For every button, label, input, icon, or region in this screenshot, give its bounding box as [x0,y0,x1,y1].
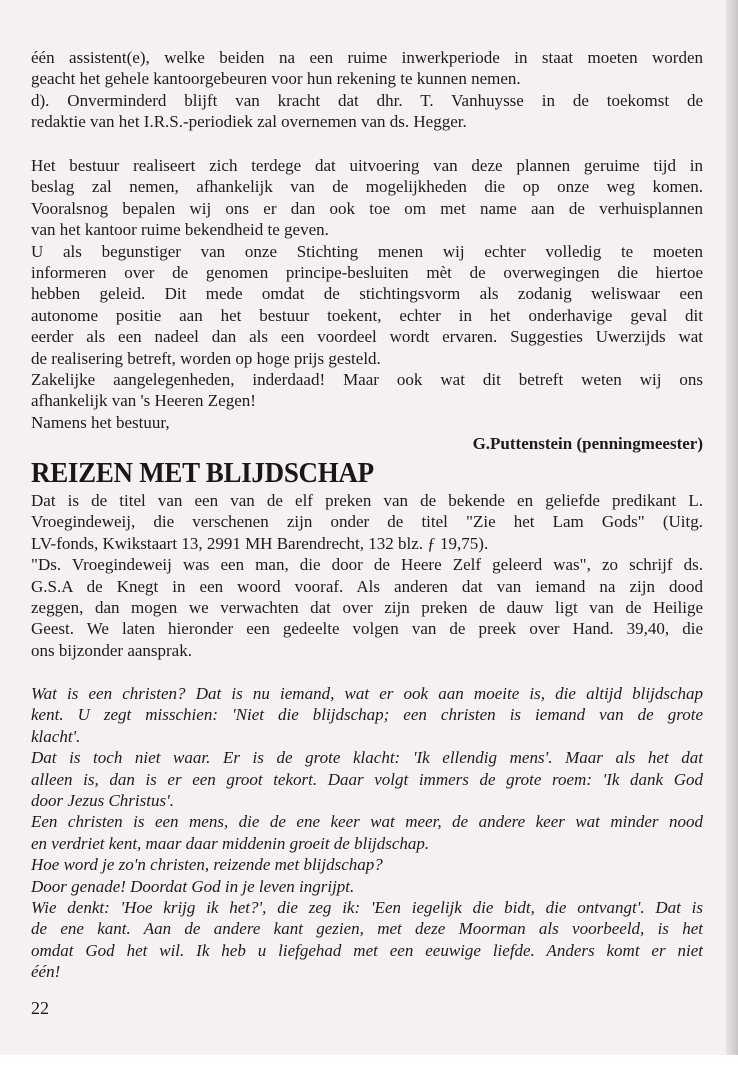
top-paragraph [31,47,703,133]
text-line: U als begunstiger van onze Stichting menen wij echter volledig te moeten [31,241,703,261]
text-line: geacht het gehele kantoorgebeuren voor hun rekening te kunnen nemen. [31,69,521,89]
text-line: één assistent(e), welke beiden na een ruime inwerkperiode in staat moeten worden [31,48,703,67]
text-line: zeggen, dan mogen we verwachten dat over zijn preken de dauw ligt van de Heilige [31,597,703,617]
text-line: Namens het bestuur, [31,412,170,432]
text-line: Geest. We laten hieronder een gedeelte volgen van de preek over Hand. 39,40, die [31,619,703,639]
text-line: Dat is de titel van een van de elf preken van de bekende en geliefde predikant L. [31,491,703,510]
text-line: eerder als een nadeel dan als een voordeel wordt ervaren. Suggesties Uwerzijds wat [31,327,703,347]
article-title: REIZEN MET BLIJDSCHAP [31,457,374,489]
text-line: informeren over de genomen principe-besluiten mèt de overwegingen die hiertoe [31,262,703,282]
text-line: "Ds. Vroegindeweij was een man, die door de Heere Zelf geleerd was", zo schrijf ds. [31,555,703,575]
text-line: Zakelijke aangelegenheden, inderdaad! Maar ook wat dit betreft weten wij ons [31,369,703,389]
text-line: hebben geleid. Dit mede omdat de stichtingsvorm als zodanig weliswaar een [31,284,703,304]
text-line: afhankelijk van 's Heeren Zegen! [31,391,256,411]
text-line: één! [31,962,61,982]
text-line: Vooralsnog bepalen wij ons er dan ook toe om met name aan de verhuisplannen [31,198,703,218]
text-line: de realisering betreft, worden op hoge prijs gesteld. [31,348,381,368]
signature: G.Puttenstein (penningmeester) [472,434,703,453]
page-edge-shadow [726,0,738,1055]
quote-paragraph [31,683,703,982]
text-line: en verdriet kent, maar daar middenin groeit de blijdschap. [31,833,430,853]
text-line: autonome positie aan het bestuur toekent, echter in het onderhavige geval dit [31,305,703,325]
text-line: Door genade! Doordat God in je leven ingrijpt. [31,876,355,896]
intro-paragraph [31,490,703,661]
signature-block [31,433,703,454]
text-line: Hoe word je zo'n christen, reizende met blijdschap? [31,855,383,875]
text-line: klacht'. [31,726,81,746]
text-line: door Jezus Christus'. [31,790,174,810]
board-paragraph [31,155,703,433]
text-line: Vroegindeweij, die verschenen zijn onder de titel "Zie het Lam Gods" (Uitg. [31,512,703,532]
text-line: van het kantoor ruime bekendheid te geven. [31,220,329,240]
text-line: kent. U zegt misschien: 'Niet die blijdschap; een christen is iemand van de grote [31,705,703,725]
text-line: LV-fonds, Kwikstaart 13, 2991 MH Barendrecht, 132 blz. ƒ 19,75). [31,533,489,553]
text-line: Het bestuur realiseert zich terdege dat uitvoering van deze plannen geruime tijd in [31,156,703,175]
text-line: Wie denkt: 'Hoe krijg ik het?', die zeg ik: 'Een iegelijk die bidt, die ontvangt'. Dat is [31,897,703,917]
text-line: alleen is, dan is er een groot tekort. Daar volgt immers de grote roem: 'Ik dank God [31,769,703,789]
text-line: ons bijzonder aansprak. [31,640,192,660]
text-line: Wat is een christen? Dat is nu iemand, wat er ook aan moeite is, die altijd blijdschap [31,684,703,703]
text-line: Dat is toch niet waar. Er is de grote klacht: 'Ik ellendig mens'. Maar als het dat [31,748,703,768]
text-line: d). Onverminderd blijft van kracht dat dhr. T. Vanhuysse in de toekomst de [31,90,703,110]
text-line: omdat God het wil. Ik heb u liefgehad met een eeuwige liefde. Anders komt er niet [31,940,703,960]
text-line: Een christen is een mens, die de ene keer wat meer, de andere keer wat minder nood [31,812,703,832]
text-line: beslag zal nemen, afhankelijk van de mogelijkheden die op onze weg komen. [31,177,703,197]
page-number: 22 [31,998,49,1018]
text-line: redaktie van het I.R.S.-periodiek zal overnemen van ds. Hegger. [31,112,467,132]
text-line: de ene kant. Aan de andere kant gezien, met deze Moorman als voorbeeld, is het [31,919,703,939]
text-line: G.S.A de Knegt in een woord vooraf. Als anderen dat van iemand na zijn dood [31,576,703,596]
